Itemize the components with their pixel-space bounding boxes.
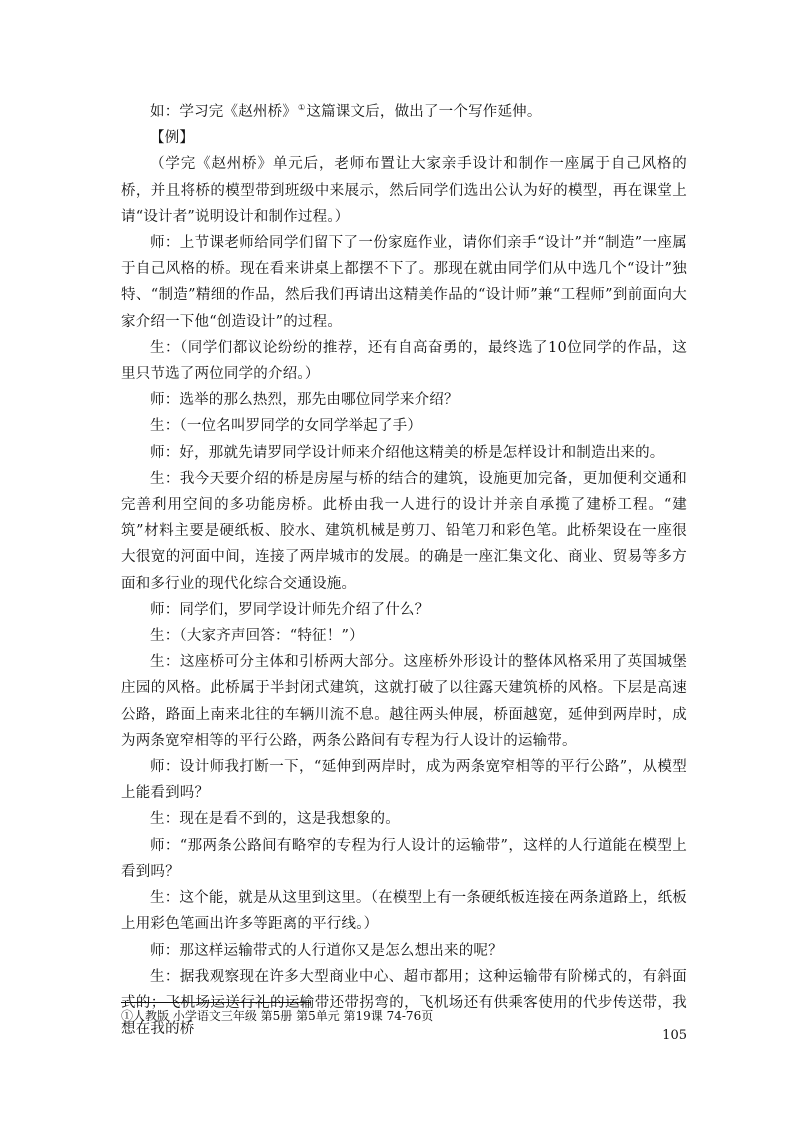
paragraph-student-6: 生：现在是看不到的，这是我想象的。 <box>150 811 400 828</box>
paragraph-teacher-3: 师：好，那就先请罗同学设计师来介绍他这精美的桥是怎样设计和制造出来的。 <box>150 444 665 461</box>
page-number: 105 <box>662 1028 687 1043</box>
footnote: ①人教版 小学语文三年级 第5册 第5单元 第19课 74-76页 <box>121 1009 434 1023</box>
paragraph-student-8: 生：据我观察现在许多大型商业中心、超市都用；这种运输带有阶梯式的，有斜面式的；飞机场运送行礼的运输带还带拐弯的，飞机场还有供乘客使用的代步传送带，我想在我的桥 <box>121 968 687 1038</box>
paragraph-teacher-1: 师：上节课老师给同学们留下了一份家庭作业，请你们亲手“设计”并“制造”一座属于自己风格的桥。现在看来讲桌上都摆不下了。那现在就由同学们从中选几个“设计”独特、“制造”精细的作品，然后我们再请出这精美作品的“设计师”兼“工程师”到前面向大家介绍一下他“创造设计”的过程。 <box>121 235 687 330</box>
paragraph-student-4: 生：（大家齐声回答：“特征！”） <box>150 628 364 645</box>
paragraph-student-3: 生：我今天要介绍的桥是房屋与桥的结合的建筑，设施更加完备，更加便利交通和完善利用空间的多功能房桥。此桥由我一人进行的设计并亲自承揽了建桥工程。“建筑”材料主要是硬纸板、胶水、建筑机械是剪刀、铅笔刀和彩色笔。此桥架设在一座很大很宽的河面中间，连接了两岸城市的发展。的确是一座汇集文化、商业、贸易等多方面和多行业的现代化综合交通设施。 <box>121 470 687 592</box>
paragraph-teacher-2: 师：选举的那么热烈，那先由哪位同学来介绍？ <box>150 392 459 409</box>
intro-text-after: 这篇课文后，做出了一个写作延伸。 <box>306 104 542 120</box>
paragraph-student-5: 生：这座桥可分主体和引桥两大部分。这座桥外形设计的整体风格采用了英国城堡庄园的风格。此桥属于半封闭式建筑，这就打破了以往露天建筑桥的风格。下层是高速公路，路面上南来北往的车辆川流不息。越往两头伸展，桥面越宽，延伸到两岸时，成为两条宽窄相等的平行公路，两条公路间有专程为行人设计的运输带。 <box>121 654 687 749</box>
paragraph-teacher-5: 师：设计师我打断一下，“延伸到两岸时，成为两条宽窄相等的平行公路”，从模型上能看到吗？ <box>121 759 687 802</box>
paragraph-teacher-4: 师：同学们，罗同学设计师先介绍了什么？ <box>150 601 430 618</box>
paragraph-teacher-6: 师：“那两条公路间有略窄的专程为行人设计的运输带”，这样的人行道能在模型上看到吗？ <box>121 837 687 880</box>
intro-paragraph <box>121 99 687 125</box>
paragraph-setup: （学完《赵州桥》单元后，老师布置让大家亲手设计和制作一座属于自己风格的桥，并且将桥的模型带到班级中来展示，然后同学们选出公认为好的模型，再在课堂上请“设计者”说明设计和制作过程。） <box>121 156 687 225</box>
body-text <box>121 99 687 1042</box>
paragraph-teacher-7: 师：那这样运输带式的人行道你又是怎么想出来的呢？ <box>150 942 503 959</box>
intro-text-before: 如：学习完《赵州桥》 <box>150 104 297 120</box>
paragraph-student-7: 生：这个能，就是从这里到这里。（在模型上有一条硬纸板连接在两条道路上，纸板上用彩色笔画出许多等距离的平行线。） <box>121 890 687 933</box>
example-heading: 【例】 <box>150 130 195 147</box>
paragraph-student-1: 生：（同学们都议论纷纷的推荐，还有自高奋勇的，最终选了10位同学的作品，这里只节选了两位同学的介绍。） <box>121 339 687 383</box>
footnote-marker: ① <box>298 103 306 113</box>
footnote-divider <box>121 1002 311 1003</box>
paragraph-student-2: 生：（一位名叫罗同学的女同学举起了手） <box>150 418 423 435</box>
